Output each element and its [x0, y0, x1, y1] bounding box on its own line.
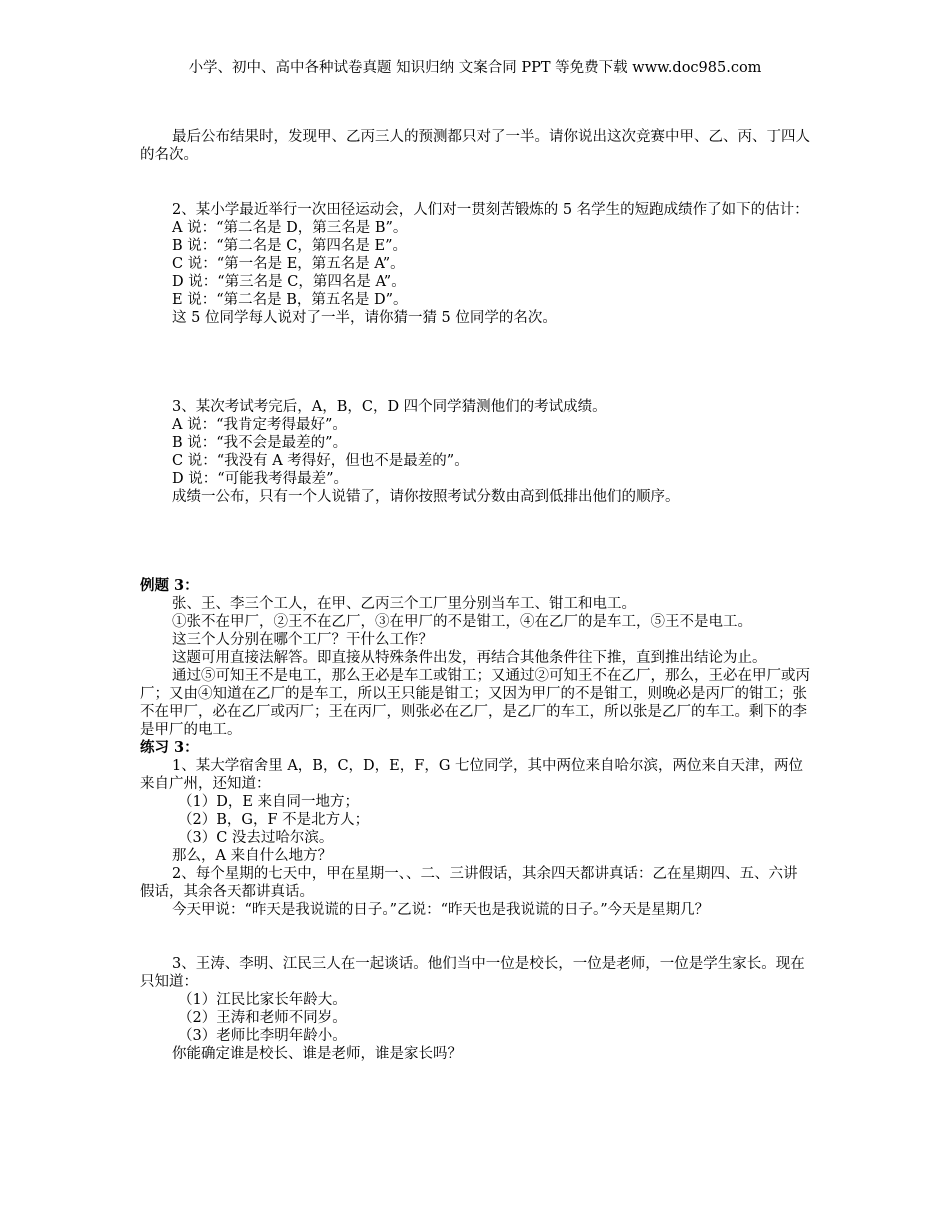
paragraph: ①张不在甲厂，②王不在乙厂，③在甲厂的不是钳工，④在乙厂的是车工，⑤王不是电工。: [172, 614, 752, 630]
section-heading: 练习 3：: [140, 739, 199, 756]
solution-paragraph: 通过⑤可知王不是电工，那么王必是车工或钳工；又通过②可知王不在乙厂，那么，王必在甲厂或丙厂；又由④知道在乙厂的是车工，所以王只能是钳工；又因为甲厂的不是钳工，则晚必是丙厂的钳工；张不在甲厂，必在乙厂或丙厂；王在丙厂，则张必在乙厂，是乙厂的车工，所以张是乙厂的车工。剩下的李是甲厂的电工。: [140, 668, 810, 738]
question-text: 3、某次考试考完后，A，B，C，D 四个同学猜测他们的考试成绩。: [172, 399, 607, 415]
question-text: 2、某小学最近举行一次田径运动会，人们对一贯刻苦锻炼的 5 名学生的短跑成绩作了如下的估计：: [172, 202, 809, 218]
question-prompt: 今天甲说：“昨天是我说谎的日子。”乙说：“昨天也是我说谎的日子。”今天是星期几？: [172, 902, 710, 918]
paragraph: 最后公布结果时，发现甲、乙丙三人的预测都只对了一半。请你说出这次竞赛中甲、乙、丙、丁四人的名次。: [140, 129, 810, 163]
example-3-section: [140, 577, 810, 919]
question-text: 2、每个星期的七天中，甲在星期一、、二、三讲假话，其余四天都讲真话：乙在星期四、五、六讲假话，其余各天都讲真话。: [140, 866, 798, 900]
condition-item: （3）C 没去过哈尔滨。: [178, 830, 334, 846]
condition-item: （1）D，E 来自同一地方；: [178, 794, 360, 810]
statement-a: A 说：“我肯定考得最好”。: [172, 417, 347, 433]
problem-2: [140, 201, 810, 327]
exercise-3-question-3: [140, 955, 810, 1063]
question-text: 1、某大学宿舍里 A，B，C，D，E，F，G 七位同学，其中两位来自哈尔滨，两位来自天津，两位来自广州，还知道：: [140, 758, 804, 792]
paragraph: 这题可用直接法解答。即直接从特殊条件出发，再结合其他条件往下推，直到推出结论为止。: [172, 650, 767, 666]
question-prompt: 那么，A 来自什么地方？: [172, 848, 333, 864]
statement-d: D 说：“第三名是 C，第四名是 A”。: [172, 274, 406, 290]
statement-c: C 说：“第一名是 E，第五名是 A”。: [172, 256, 405, 272]
question-prompt: 成绩一公布，只有一个人说错了，请你按照考试分数由高到低排出他们的顺序。: [172, 489, 680, 505]
statement-b: B 说：“第二名是 C，第四名是 E”。: [172, 238, 407, 254]
statement-b: B 说：“我不会是最差的”。: [172, 435, 348, 451]
question-prompt: 你能确定谁是校长、谁是老师，谁是家长吗？: [172, 1046, 462, 1062]
page-header: 小学、初中、高中各种试卷真题 知识归纳 文案合同 PPT 等免费下载 www.doc985.com: [188, 60, 762, 76]
section-heading: 例题 3：: [140, 577, 199, 594]
condition-item: （3）老师比李明年龄小。: [178, 1028, 347, 1044]
question-text: 3、王涛、李明、江民三人在一起谈话。他们当中一位是校长，一位是老师，一位是学生家长。现在只知道：: [140, 956, 805, 990]
paragraph: 张、王、李三个工人，在甲、乙丙三个工厂里分别当车工、钳工和电工。: [172, 596, 636, 612]
condition-item: （2）B，G，F 不是北方人；: [178, 812, 370, 828]
question-prompt: 这 5 位同学每人说对了一半，请你猜一猜 5 位同学的名次。: [172, 310, 557, 326]
statement-e: E 说：“第二名是 B，第五名是 D”。: [172, 292, 408, 308]
statement-d: D 说：“可能我考得最差”。: [172, 471, 349, 487]
statement-a: A 说：“第二名是 D，第三名是 B”。: [172, 220, 408, 236]
paragraph: 这三个人分别在哪个工厂？干什么工作？: [172, 632, 433, 648]
problem-3: [140, 398, 810, 506]
condition-item: （1）江民比家长年龄大。: [178, 992, 347, 1008]
statement-c: C 说：“我没有 A 考得好，但也不是最差的”。: [172, 453, 469, 469]
condition-item: （2）王涛和老师不同岁。: [178, 1010, 347, 1026]
problem-1-conclusion: [140, 128, 810, 164]
